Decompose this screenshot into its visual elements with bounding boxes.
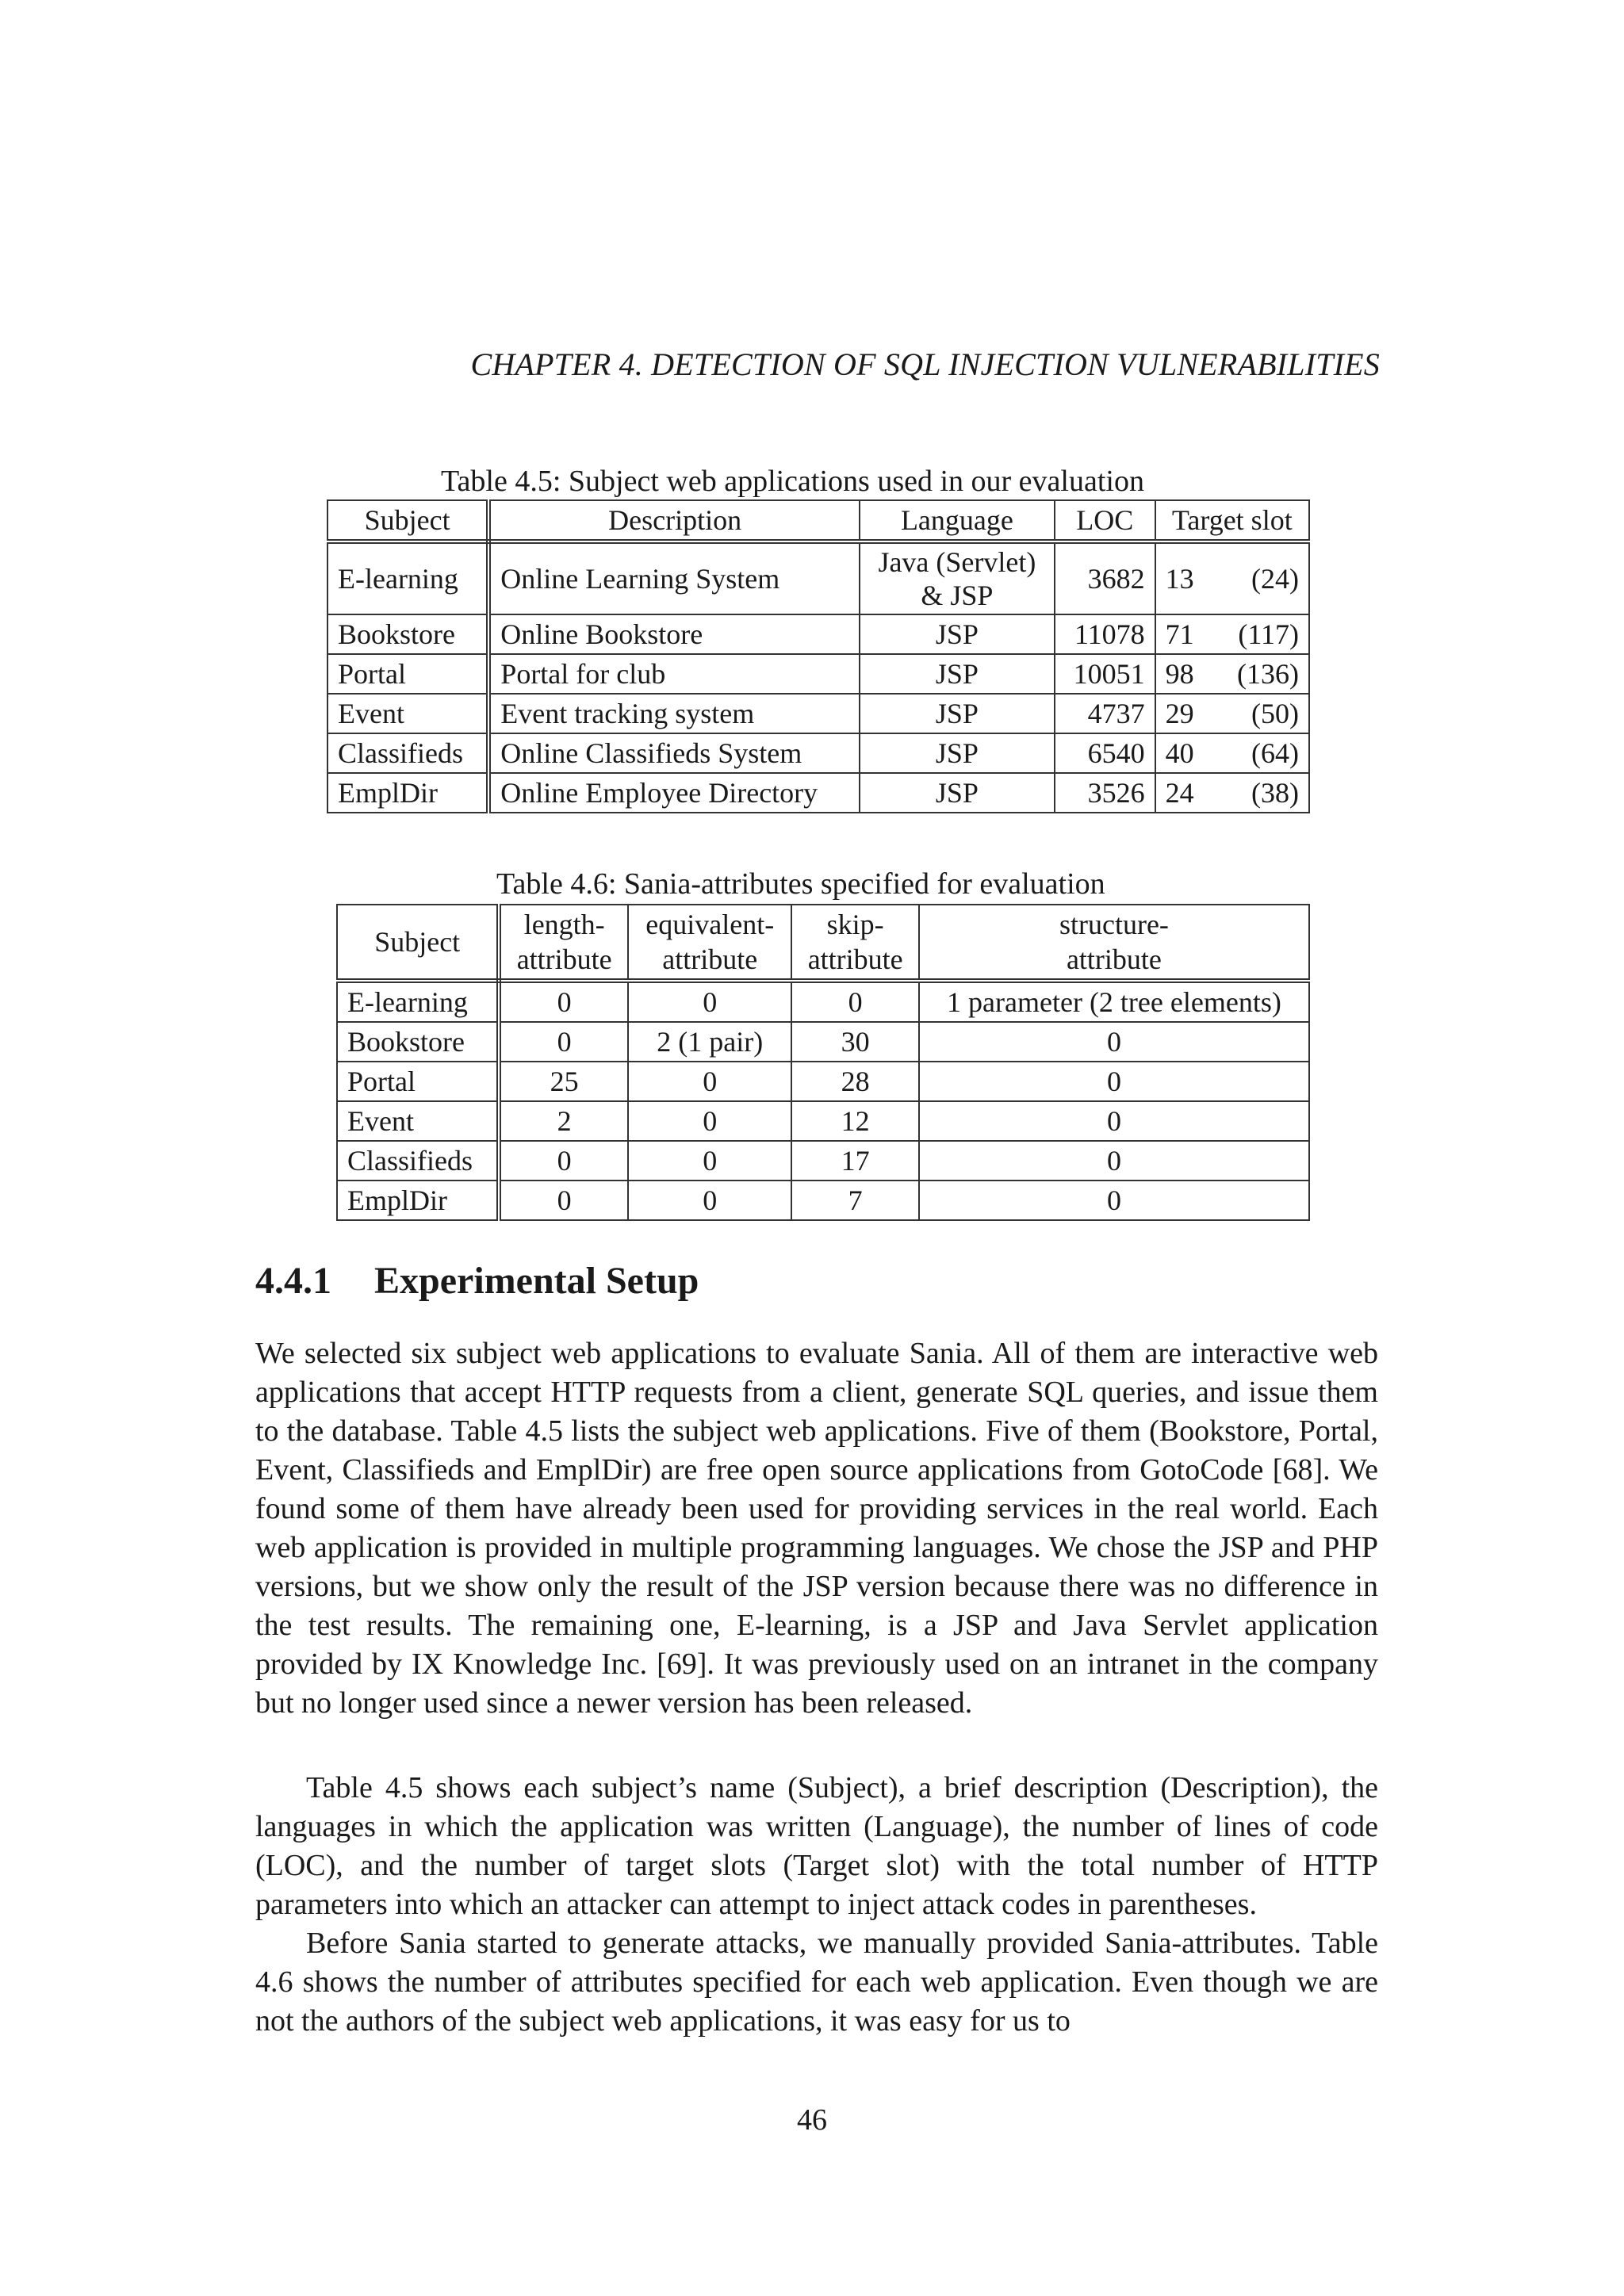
table-4-5 xyxy=(327,499,1310,813)
table-row xyxy=(337,1022,1309,1062)
table-4-6 xyxy=(336,904,1310,1221)
header-structure-line-2: attribute xyxy=(1066,943,1162,975)
cell-length: 0 xyxy=(499,1181,628,1220)
section-heading xyxy=(255,1259,699,1303)
cell-language: JSP xyxy=(860,654,1055,694)
cell-description: Online Classifieds System xyxy=(488,733,860,773)
cell-equivalent: 0 xyxy=(628,981,792,1022)
cell-loc: 3682 xyxy=(1055,541,1155,614)
table-row xyxy=(327,541,1309,614)
paragraph-text: Table 4.5 shows each subject’s name (Subject), a brief description (Description), the languages in which the application was written (Language), the number of lines of code (LOC), and the number of target slots (Target slot) with the total number of HTTP parameters into which an attacker can attempt to inject attack codes in parentheses. xyxy=(255,1771,1378,1921)
paragraph-text: Before Sania started to generate attacks, we manually provided Sania-attributes. Table 4.6 shows the number of attributes specified for each web application. Even though we are not the authors of the subject web applications, it was easy for us to xyxy=(255,1927,1378,2038)
header-equivalent-line-1: equivalent- xyxy=(645,909,775,940)
cell-skip: 28 xyxy=(791,1062,918,1101)
cell-subject: E-learning xyxy=(327,541,488,614)
cell-language-line-1: Java (Servlet) xyxy=(878,546,1036,578)
cell-structure: 0 xyxy=(919,1101,1309,1141)
cell-length: 0 xyxy=(499,1022,628,1062)
header-length-line-1: length- xyxy=(523,909,605,940)
header-skip-line-2: attribute xyxy=(807,943,903,975)
table-row xyxy=(337,1141,1309,1181)
cell-skip: 30 xyxy=(791,1022,918,1062)
table-4-6-caption: Table 4.6: Sania-attributes specified for evaluation xyxy=(496,867,1105,901)
table-header-row xyxy=(337,905,1309,981)
cell-equivalent: 2 (1 pair) xyxy=(628,1022,792,1062)
cell-subject: Bookstore xyxy=(327,614,488,654)
paragraph xyxy=(255,1334,1378,1723)
cell-params: (64) xyxy=(1212,733,1309,773)
cell-equivalent: 0 xyxy=(628,1141,792,1181)
cell-loc: 10051 xyxy=(1055,654,1155,694)
cell-skip: 12 xyxy=(791,1101,918,1141)
cell-structure: 0 xyxy=(919,1181,1309,1220)
header-skip-line-1: skip- xyxy=(826,909,884,940)
cell-subject: EmplDir xyxy=(337,1181,499,1220)
page-number: 46 xyxy=(797,2103,827,2137)
cell-language-line-2: & JSP xyxy=(921,580,994,611)
cell-slots: 13 xyxy=(1155,541,1212,614)
header-equivalent-attribute xyxy=(628,905,792,981)
cell-loc: 11078 xyxy=(1055,614,1155,654)
header-length-line-2: attribute xyxy=(516,943,612,975)
cell-subject: EmplDir xyxy=(327,773,488,813)
cell-description: Portal for club xyxy=(488,654,860,694)
table-row xyxy=(337,1101,1309,1141)
cell-loc: 6540 xyxy=(1055,733,1155,773)
cell-subject: Portal xyxy=(337,1062,499,1101)
cell-language: JSP xyxy=(860,773,1055,813)
header-language: Language xyxy=(860,500,1055,541)
cell-subject: Portal xyxy=(327,654,488,694)
cell-description: Online Learning System xyxy=(488,541,860,614)
cell-subject: Event xyxy=(327,694,488,733)
cell-params: (38) xyxy=(1212,773,1309,813)
cell-equivalent: 0 xyxy=(628,1101,792,1141)
section-number: 4.4.1 xyxy=(255,1260,331,1302)
table-row xyxy=(327,654,1309,694)
cell-loc: 4737 xyxy=(1055,694,1155,733)
cell-params: (50) xyxy=(1212,694,1309,733)
cell-description: Online Employee Directory xyxy=(488,773,860,813)
cell-slots: 71 xyxy=(1155,614,1212,654)
table-row xyxy=(337,1181,1309,1220)
header-structure-line-1: structure- xyxy=(1059,909,1169,940)
cell-length: 0 xyxy=(499,981,628,1022)
cell-description: Event tracking system xyxy=(488,694,860,733)
cell-skip: 17 xyxy=(791,1141,918,1181)
table-4-5-caption: Table 4.5: Subject web applications used in our evaluation xyxy=(441,465,1144,498)
cell-structure: 0 xyxy=(919,1141,1309,1181)
cell-params: (136) xyxy=(1212,654,1309,694)
table-header-row xyxy=(327,500,1309,541)
cell-slots: 98 xyxy=(1155,654,1212,694)
cell-length: 2 xyxy=(499,1101,628,1141)
cell-skip: 0 xyxy=(791,981,918,1022)
cell-language: JSP xyxy=(860,733,1055,773)
cell-language xyxy=(860,541,1055,614)
table-row xyxy=(327,694,1309,733)
cell-subject: Event xyxy=(337,1101,499,1141)
header-description: Description xyxy=(488,500,860,541)
table-row xyxy=(327,614,1309,654)
cell-length: 25 xyxy=(499,1062,628,1101)
cell-params: (24) xyxy=(1212,541,1309,614)
table-row xyxy=(327,733,1309,773)
running-head: CHAPTER 4. DETECTION OF SQL INJECTION VULNERABILITIES xyxy=(470,346,1380,382)
cell-description: Online Bookstore xyxy=(488,614,860,654)
cell-language: JSP xyxy=(860,694,1055,733)
section-title: Experimental Setup xyxy=(374,1260,699,1302)
cell-loc: 3526 xyxy=(1055,773,1155,813)
header-length-attribute xyxy=(499,905,628,981)
paragraph xyxy=(255,1769,1378,1924)
header-loc: LOC xyxy=(1055,500,1155,541)
cell-structure: 0 xyxy=(919,1062,1309,1101)
cell-slots: 29 xyxy=(1155,694,1212,733)
header-subject: Subject xyxy=(327,500,488,541)
table-row xyxy=(337,981,1309,1022)
cell-slots: 24 xyxy=(1155,773,1212,813)
paragraph-text: We selected six subject web applications to evaluate Sania. All of them are interactive web applications that accept HTTP requests from a client, generate SQL queries, and issue them to the database. Table 4.5 lists the subject web applications. Five of them (Bookstore, Portal, Event, Classifieds and EmplDir) are free open source applications from GotoCode [68]. We found some of them have already been used for providing services in the real world. Each web application is provided in multiple programming languages. We chose the JSP and PHP versions, but we show only the result of the JSP version because there was no difference in the test results. The remaining one, E-learning, is a JSP and Java Servlet application provided by IX Knowledge Inc. [69]. It was previously used on an intranet in the company but no longer used since a newer version has been released. xyxy=(255,1337,1378,1720)
cell-equivalent: 0 xyxy=(628,1181,792,1220)
header-skip-attribute xyxy=(791,905,918,981)
cell-subject: E-learning xyxy=(337,981,499,1022)
table-row xyxy=(337,1062,1309,1101)
cell-language: JSP xyxy=(860,614,1055,654)
cell-skip: 7 xyxy=(791,1181,918,1220)
table-row xyxy=(327,773,1309,813)
cell-length: 0 xyxy=(499,1141,628,1181)
cell-structure: 0 xyxy=(919,1022,1309,1062)
header-target-slot: Target slot xyxy=(1155,500,1309,541)
cell-params: (117) xyxy=(1212,614,1309,654)
cell-slots: 40 xyxy=(1155,733,1212,773)
header-subject: Subject xyxy=(337,905,499,981)
paragraph xyxy=(255,1924,1378,2041)
cell-structure: 1 parameter (2 tree elements) xyxy=(919,981,1309,1022)
cell-equivalent: 0 xyxy=(628,1062,792,1101)
cell-subject: Bookstore xyxy=(337,1022,499,1062)
cell-subject: Classifieds xyxy=(327,733,488,773)
cell-subject: Classifieds xyxy=(337,1141,499,1181)
header-equivalent-line-2: attribute xyxy=(662,943,758,975)
header-structure-attribute xyxy=(919,905,1309,981)
